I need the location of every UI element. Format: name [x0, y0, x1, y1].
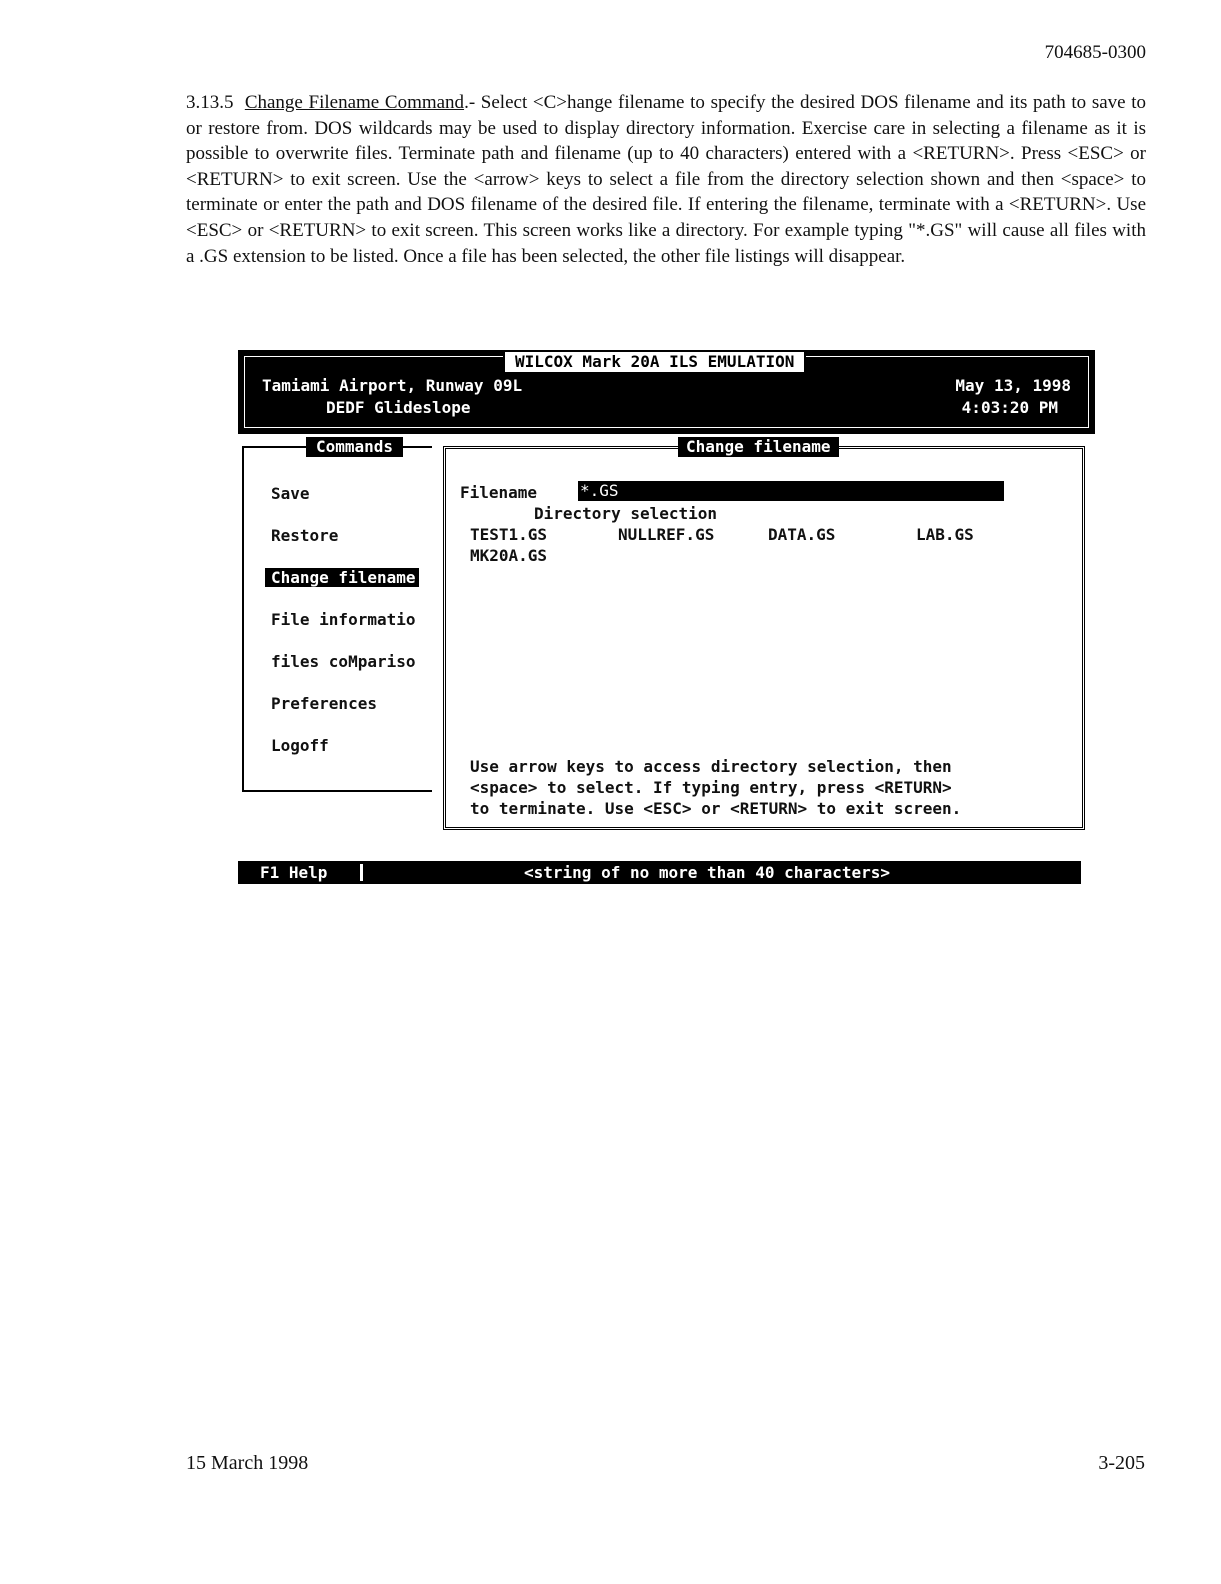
help-line: Use arrow keys to access directory selection, then [470, 757, 952, 776]
section-paragraph [186, 90, 1146, 269]
status-message: <string of no more than 40 characters> [524, 863, 891, 882]
status-bar [238, 861, 1081, 884]
directory-file[interactable]: TEST1.GS [470, 525, 548, 544]
section-body: Select <C>hange filename to specify the desired DOS filename and its path to save to or restore from. DOS wildcards may be used to display directory information. Exercise care in selecting a filename as it is possible to overwrite files. Terminate path and filename (up to 40 characters) entered with a <RETURN>. Press <ESC> or <RETURN> to exit screen. Use the <arrow> keys to select a file from the directory selection shown and then <space> to terminate or enter the path and DOS filename of the desired file. If entering the filename, terminate with a <RETURN>. Use <ESC> or <RETURN> to exit screen. This screen works like a directory. For example typing "*.GS" will cause all files with a .GS extension to be listed. Once a file has been selected, the other file listings will disappear. [186, 92, 1147, 267]
app-title: WILCOX Mark 20A ILS EMULATION [503, 350, 806, 374]
location-line2: DEDF Glideslope [326, 398, 471, 417]
directory-file[interactable]: NULLREF.GS [618, 525, 715, 544]
command-logoff[interactable]: Logoff [271, 736, 329, 755]
directory-file[interactable]: LAB.GS [916, 525, 974, 544]
change-filename-panel [443, 437, 1085, 830]
filename-label: Filename [460, 483, 538, 502]
change-filename-header: Change filename [678, 437, 839, 457]
command-restore[interactable]: Restore [271, 526, 339, 545]
command-save[interactable]: Save [271, 484, 310, 503]
section-number: 3.13.5 [186, 92, 234, 113]
dos-screen [238, 350, 1093, 885]
doc-number: 704685-0300 [1044, 42, 1146, 63]
screen-date: May 13, 1998 [955, 376, 1071, 395]
section-title-suffix: .- [464, 92, 476, 113]
help-line: to terminate. Use <ESC> or <RETURN> to exit screen. [470, 799, 962, 818]
title-bar [238, 350, 1095, 434]
command-file-information[interactable]: File informatio [271, 610, 416, 629]
screen-time: 4:03:20 PM [961, 398, 1058, 417]
directory-file[interactable]: MK20A.GS [470, 546, 548, 565]
f1-help-key[interactable]: F1 Help [260, 863, 328, 882]
page-number: 3-205 [1098, 1452, 1145, 1474]
command-preferences[interactable]: Preferences [271, 694, 377, 713]
command-change-filename[interactable]: Change filename [265, 568, 419, 587]
filename-input[interactable]: *.GS [578, 481, 1004, 501]
location-line1: Tamiami Airport, Runway 09L [262, 376, 523, 395]
help-text [470, 756, 961, 819]
directory-file[interactable]: DATA.GS [768, 525, 836, 544]
footer-date: 15 March 1998 [186, 1452, 309, 1474]
commands-header: Commands [306, 437, 403, 457]
directory-selection-title: Directory selection [534, 504, 718, 523]
help-line: <space> to select. If typing entry, press <RETURN> [470, 778, 952, 797]
commands-panel [242, 437, 432, 792]
section-title: Change Filename Command [244, 92, 465, 113]
command-files-comparison[interactable]: files coMpariso [271, 652, 416, 671]
status-separator [360, 864, 363, 881]
